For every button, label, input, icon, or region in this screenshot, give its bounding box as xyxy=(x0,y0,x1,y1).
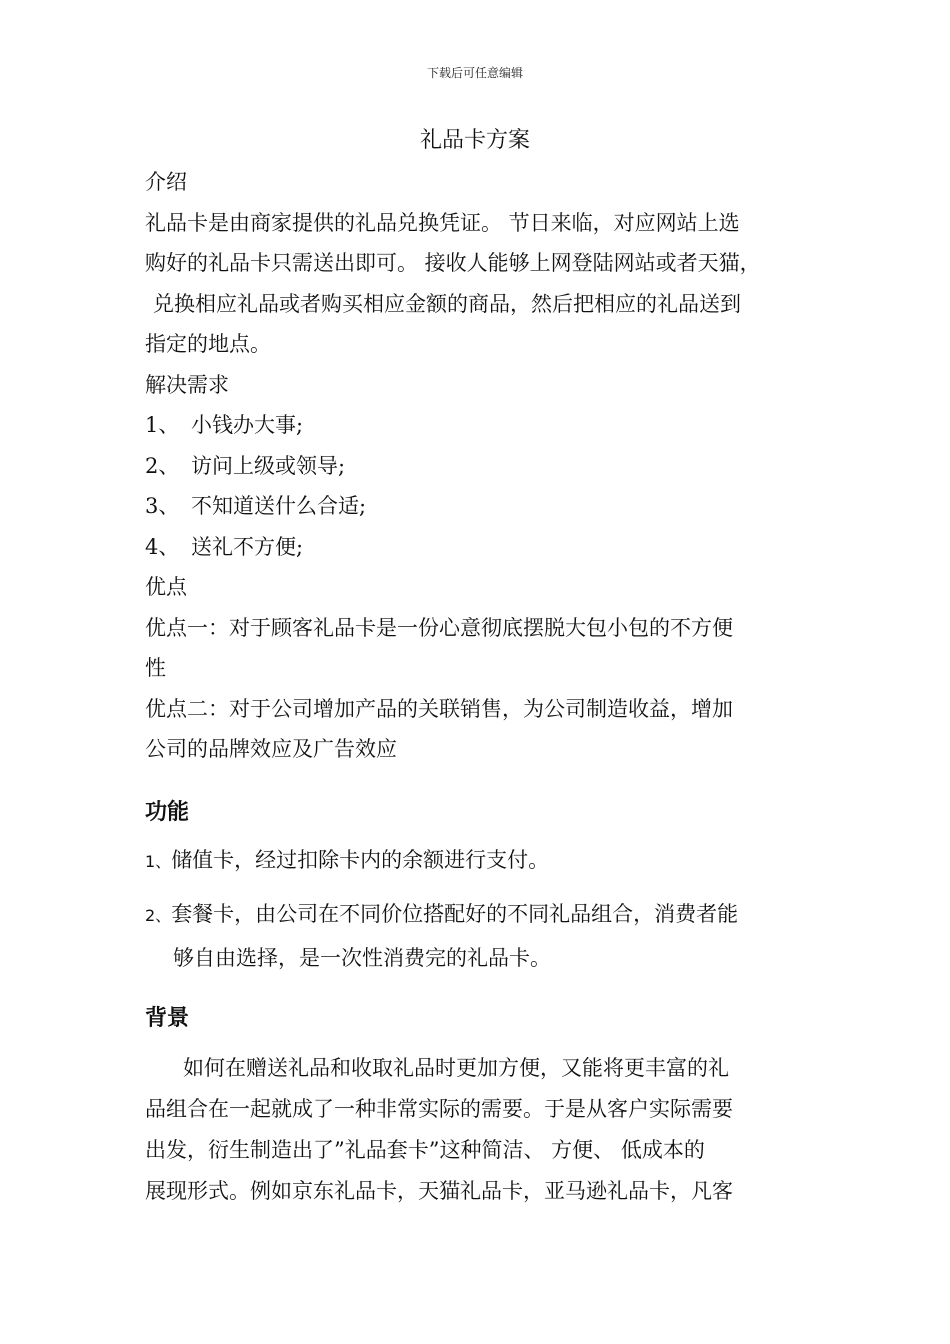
list-text: 送礼不方便; xyxy=(191,534,304,559)
background-line: 展现形式。例如京东礼品卡，天猫礼品卡，亚马逊礼品卡，凡客 xyxy=(145,1178,733,1203)
function-item xyxy=(145,839,815,883)
intro-line: 礼品卡是由商家提供的礼品兑换凭证。 节日来临，对应网站上选 xyxy=(145,210,740,235)
intro-line: 兑换相应礼品或者购买相应金额的商品，然后把相应的礼品送到 xyxy=(153,291,741,316)
advantage-line: 性 xyxy=(145,656,166,680)
needs-list-item xyxy=(145,527,815,568)
list-number: 4、 xyxy=(145,534,180,559)
needs-heading: 解决需求 xyxy=(145,372,229,397)
needs-list-item xyxy=(145,446,815,487)
background-line: 如何在赠送礼品和收取礼品时更加方便，又能将更丰富的礼 xyxy=(183,1055,729,1080)
advantage-line: 优点一：对于顾客礼品卡是一份心意彻底摆脱大包小包的不方便 xyxy=(145,615,733,640)
needs-list-item xyxy=(145,486,815,527)
list-text: 不知道送什么合适; xyxy=(191,494,367,518)
background-line: 品组合在一起就成了一种非常实际的需要。于是从客户实际需要 xyxy=(145,1096,733,1121)
function-number: 1、 xyxy=(145,852,172,871)
intro-heading: 介绍 xyxy=(145,170,187,194)
advantages-heading: 优点 xyxy=(145,575,187,599)
list-text: 小钱办大事; xyxy=(191,413,304,437)
header-note: 下载后可任意编辑 xyxy=(426,66,523,80)
function-number: 2、 xyxy=(145,906,172,925)
list-text: 访问上级或领导; xyxy=(191,453,346,478)
function-text: 储值卡，经过扣除卡内的余额进行支付。 xyxy=(171,848,550,872)
background-line: 出发，衍生制造出了”礼品套卡”这种简洁、 方便、 低成本的 xyxy=(145,1137,705,1162)
function-item xyxy=(145,893,815,979)
function-text: 套餐卡，由公司在不同价位搭配好的不同礼品组合，消费者能 xyxy=(171,902,739,926)
needs-list-item xyxy=(145,405,815,446)
background-heading: 背景 xyxy=(145,1006,190,1031)
function-text-continued: 够自由选择，是一次性消费完的礼品卡。 xyxy=(173,946,551,970)
list-number: 2、 xyxy=(145,453,180,478)
intro-line: 购好的礼品卡只需送出即可。 接收人能够上网登陆网站或者天猫， xyxy=(145,251,761,275)
document-body xyxy=(145,162,815,1212)
list-number: 1、 xyxy=(145,413,180,437)
list-number: 3、 xyxy=(145,494,180,518)
intro-line: 指定的地点。 xyxy=(145,332,271,356)
advantage-line: 优点二：对于公司增加产品的关联销售，为公司制造收益，增加 xyxy=(145,696,733,721)
functions-heading: 功能 xyxy=(145,799,190,825)
advantage-line: 公司的品牌效应及广告效应 xyxy=(145,737,397,761)
page-title: 礼品卡方案 xyxy=(419,128,530,153)
